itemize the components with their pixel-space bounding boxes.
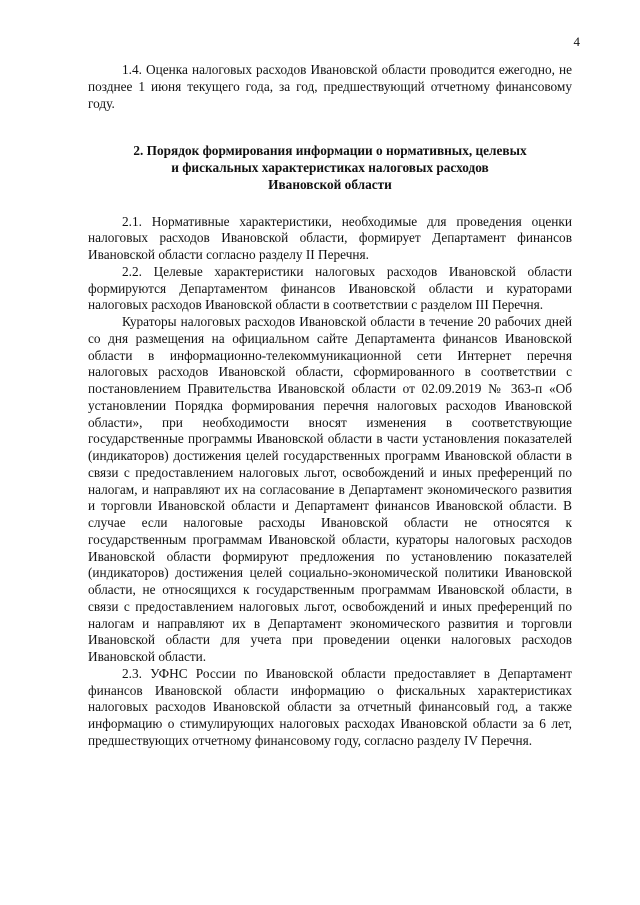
section-heading-line-2: и фискальных характеристиках налоговых расходов bbox=[171, 160, 489, 175]
section-heading-line-1: 2. Порядок формирования информации о нормативных, целевых bbox=[133, 143, 527, 159]
paragraph-2-1: 2.1. Нормативные характеристики, необходимые для проведения оценки налоговых расходов Ивановской области, формирует Департамент финансов Ивановской области согласно разделу II Перечня. bbox=[88, 213, 572, 262]
section-heading bbox=[88, 143, 572, 193]
paragraph-2-2: 2.2. Целевые характеристики налоговых расходов Ивановской области формируются Департаментом финансов Ивановской области и кураторами налоговых расходов Ивановской области в соответствии с разделом III Перечня. bbox=[88, 263, 572, 313]
document-body bbox=[88, 62, 572, 750]
paragraph-curators: Кураторы налоговых расходов Ивановской области в течение 20 рабочих дней со дня размещения на официальном сайте Департамента финансов Ивановской области в информационно-телекоммуникационной сети Интернет перечня налоговых расходов Ивановской области, сформированного в соответствии с постановлением Правительства Ивановской области от 02.09.2019 № 363-п «Об установлении Порядка формирования перечня налоговых расходов Ивановской области», при необходимости вносят изменения в соответствующие государственные программы Ивановской области в части установления показателей (индикаторов) достижения целей государственных программ Ивановской области в связи с предоставлением налоговых льгот, освобождений и иных преференций по налогам, и направляют их на согласование в Департамент экономического развития и торговли Ивановской области и Департамент финансов Ивановской области. В случае если налоговые расходы Ивановской области не относятся к государственным программам Ивановской области, кураторы налоговых расходов Ивановской области формируют предложения по установлению показателей (индикаторов) достижения целей социально-экономической политики Ивановской области, не относящихся к государственным программам Ивановской области, в связи с предоставлением налоговых льгот, освобождений и иных преференций по налогам и направляют их в Департамент экономического развития и торговли Ивановской области для учета при проведении оценки налоговых расходов Ивановской области. bbox=[88, 314, 572, 664]
page-number: 4 bbox=[573, 34, 580, 49]
paragraph-2-3: 2.3. УФНС России по Ивановской области предоставляет в Департамент финансов Ивановской области информацию о фискальных характеристиках налоговых расходов Ивановской области за отчетный финансовый год, а также информацию о стимулирующих налоговых расходах Ивановской области за 6 лет, предшествующих отчетному финансовому году, согласно разделу IV Перечня. bbox=[88, 665, 572, 748]
paragraph-1-4: 1.4. Оценка налоговых расходов Ивановской области проводится ежегодно, не позднее 1 июня текущего года, за год, предшествующий отчетному финансовому году. bbox=[88, 62, 572, 111]
section-heading-line-3: Ивановской области bbox=[268, 176, 392, 192]
